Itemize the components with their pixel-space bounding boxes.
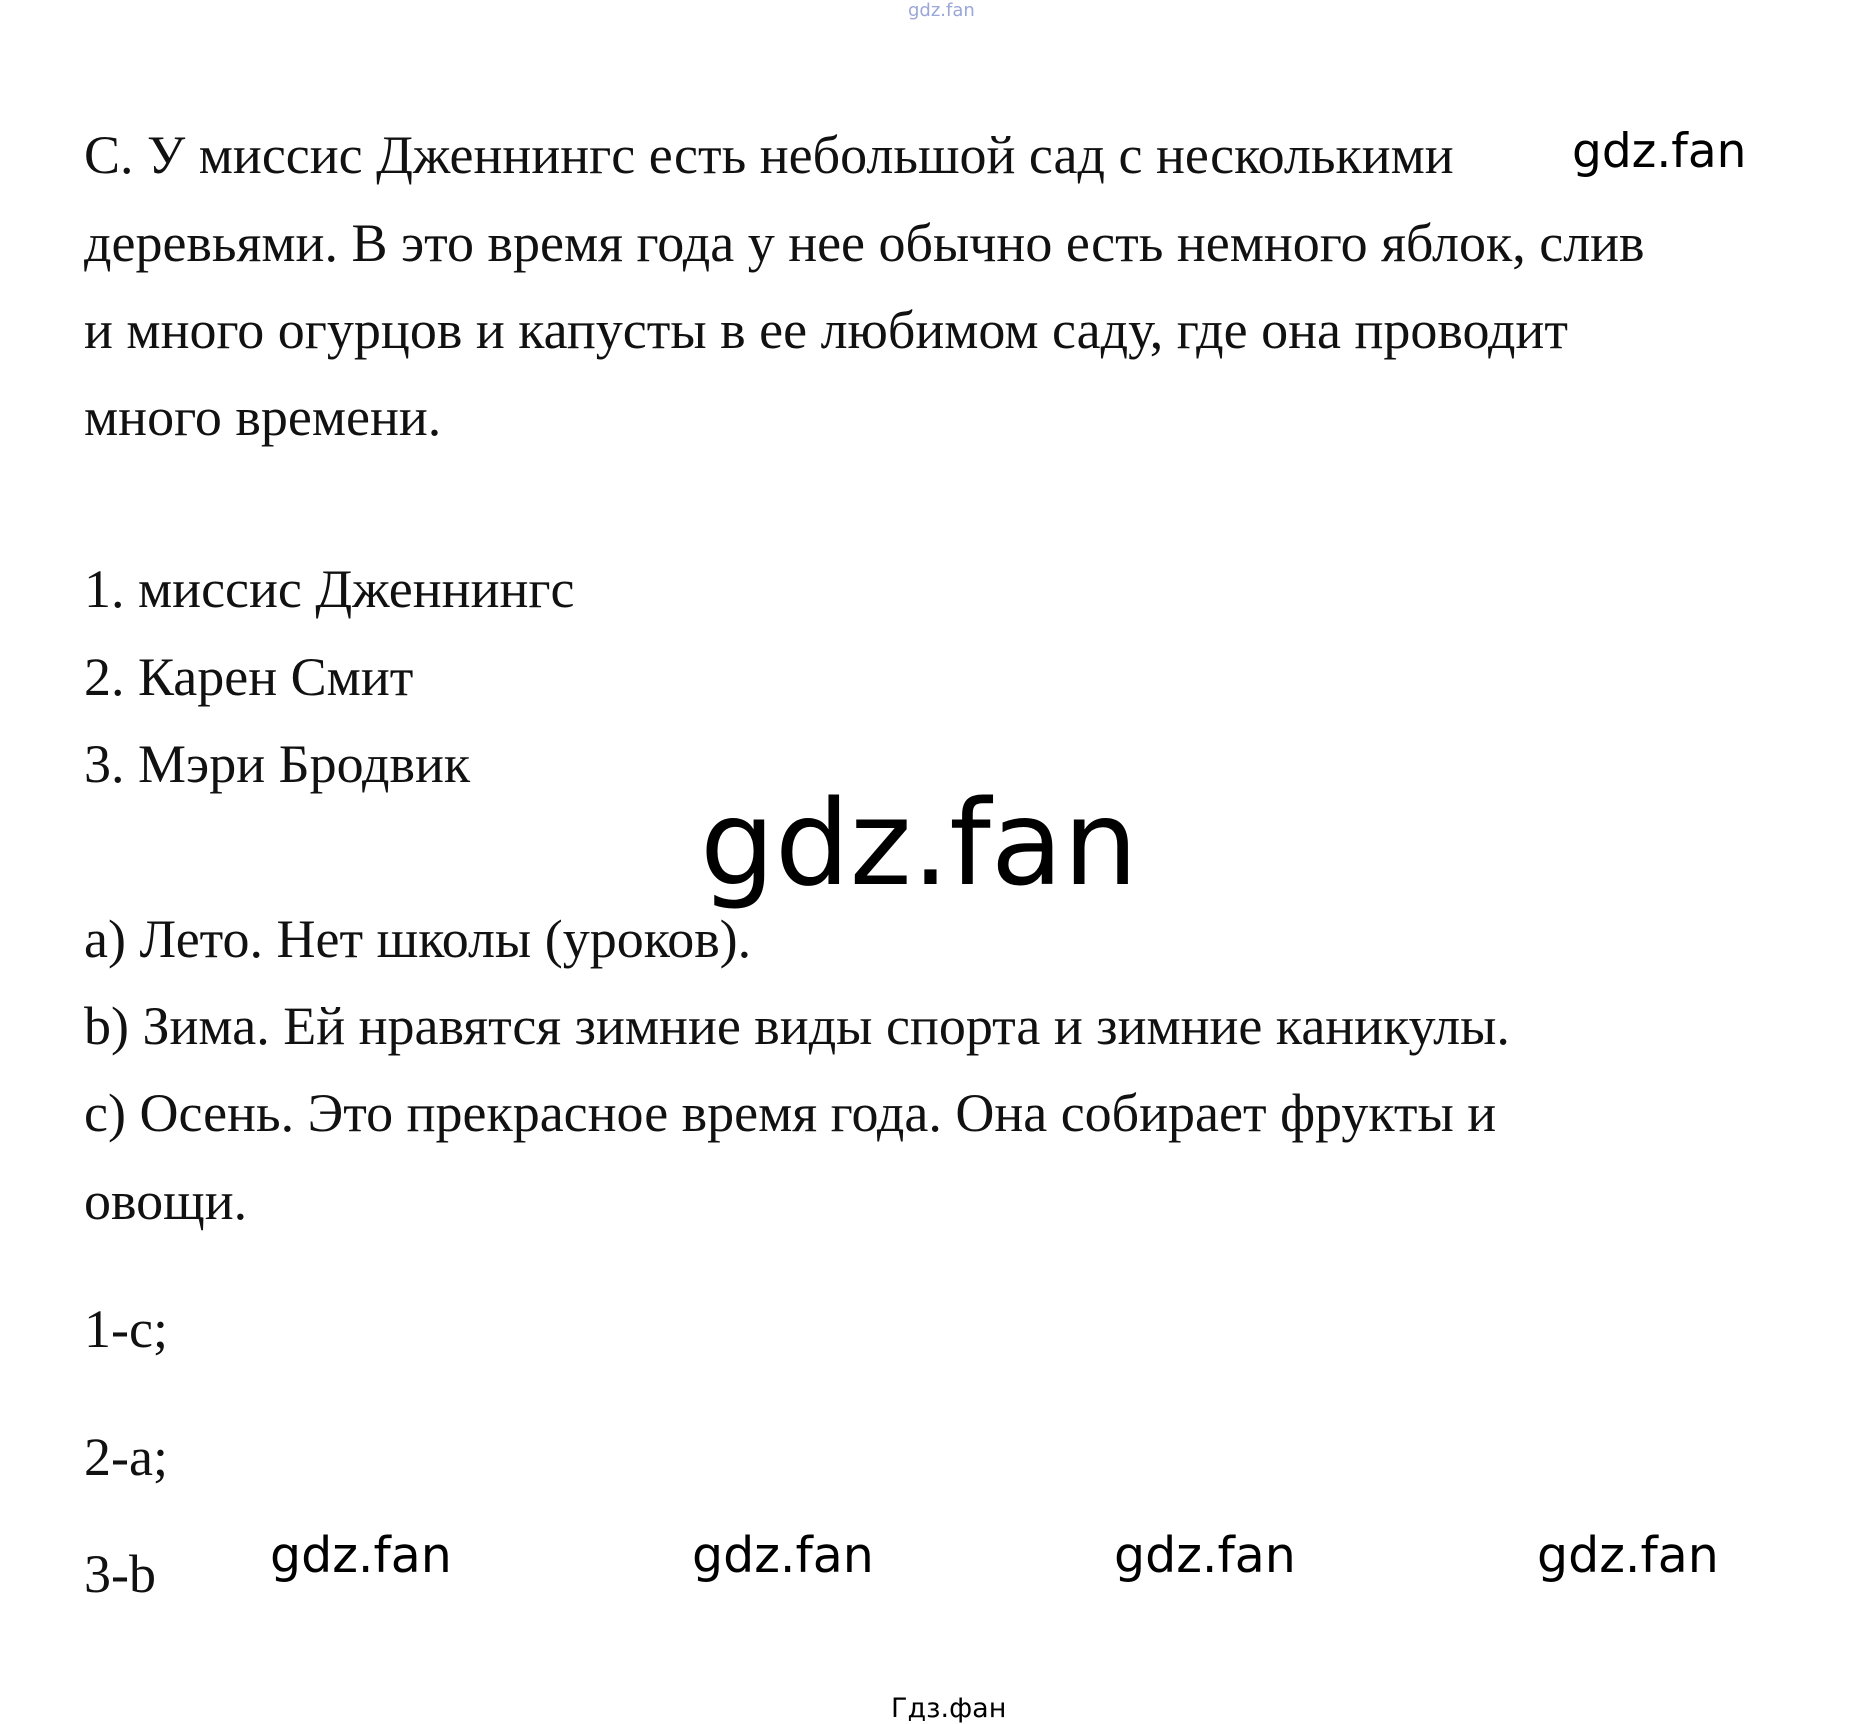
list-item: овощи. bbox=[84, 1171, 248, 1231]
paragraph-line: деревьями. В это время года у нее обычно есть немного яблок, слив bbox=[84, 213, 1645, 273]
list-item: 2. Карен Смит bbox=[84, 647, 414, 707]
paragraph-line: много времени. bbox=[84, 387, 442, 447]
watermark-center: gdz.fan bbox=[700, 774, 1138, 912]
watermark-top: gdz.fan bbox=[908, 0, 975, 21]
list-item: 1-c; bbox=[84, 1299, 168, 1359]
watermark: gdz.fan bbox=[270, 1527, 452, 1584]
paragraph-line: и много огурцов и капусты в ее любимом саду, где она проводит bbox=[84, 300, 1568, 360]
watermark: gdz.fan bbox=[1537, 1527, 1719, 1584]
watermark-bottom: Гдз.фан bbox=[891, 1693, 1007, 1724]
watermark: gdz.fan bbox=[1114, 1527, 1296, 1584]
list-item: 3-b bbox=[84, 1544, 156, 1604]
list-item: c) Осень. Это прекрасное время года. Она собирает фрукты и bbox=[84, 1083, 1497, 1143]
paragraph-line: C. У миссис Дженнингс есть небольшой сад с несколькими bbox=[84, 125, 1454, 185]
watermark-inline: gdz.fan bbox=[1572, 124, 1747, 179]
list-item: b) Зима. Ей нравятся зимние виды спорта и зимние каникулы. bbox=[84, 996, 1510, 1056]
list-item: 3. Мэри Бродвик bbox=[84, 734, 471, 794]
list-item: 1. миссис Дженнингс bbox=[84, 559, 575, 619]
watermark: gdz.fan bbox=[692, 1527, 874, 1584]
list-item: a) Лето. Нет школы (уроков). bbox=[84, 909, 752, 969]
list-item: 2-a; bbox=[84, 1427, 168, 1487]
